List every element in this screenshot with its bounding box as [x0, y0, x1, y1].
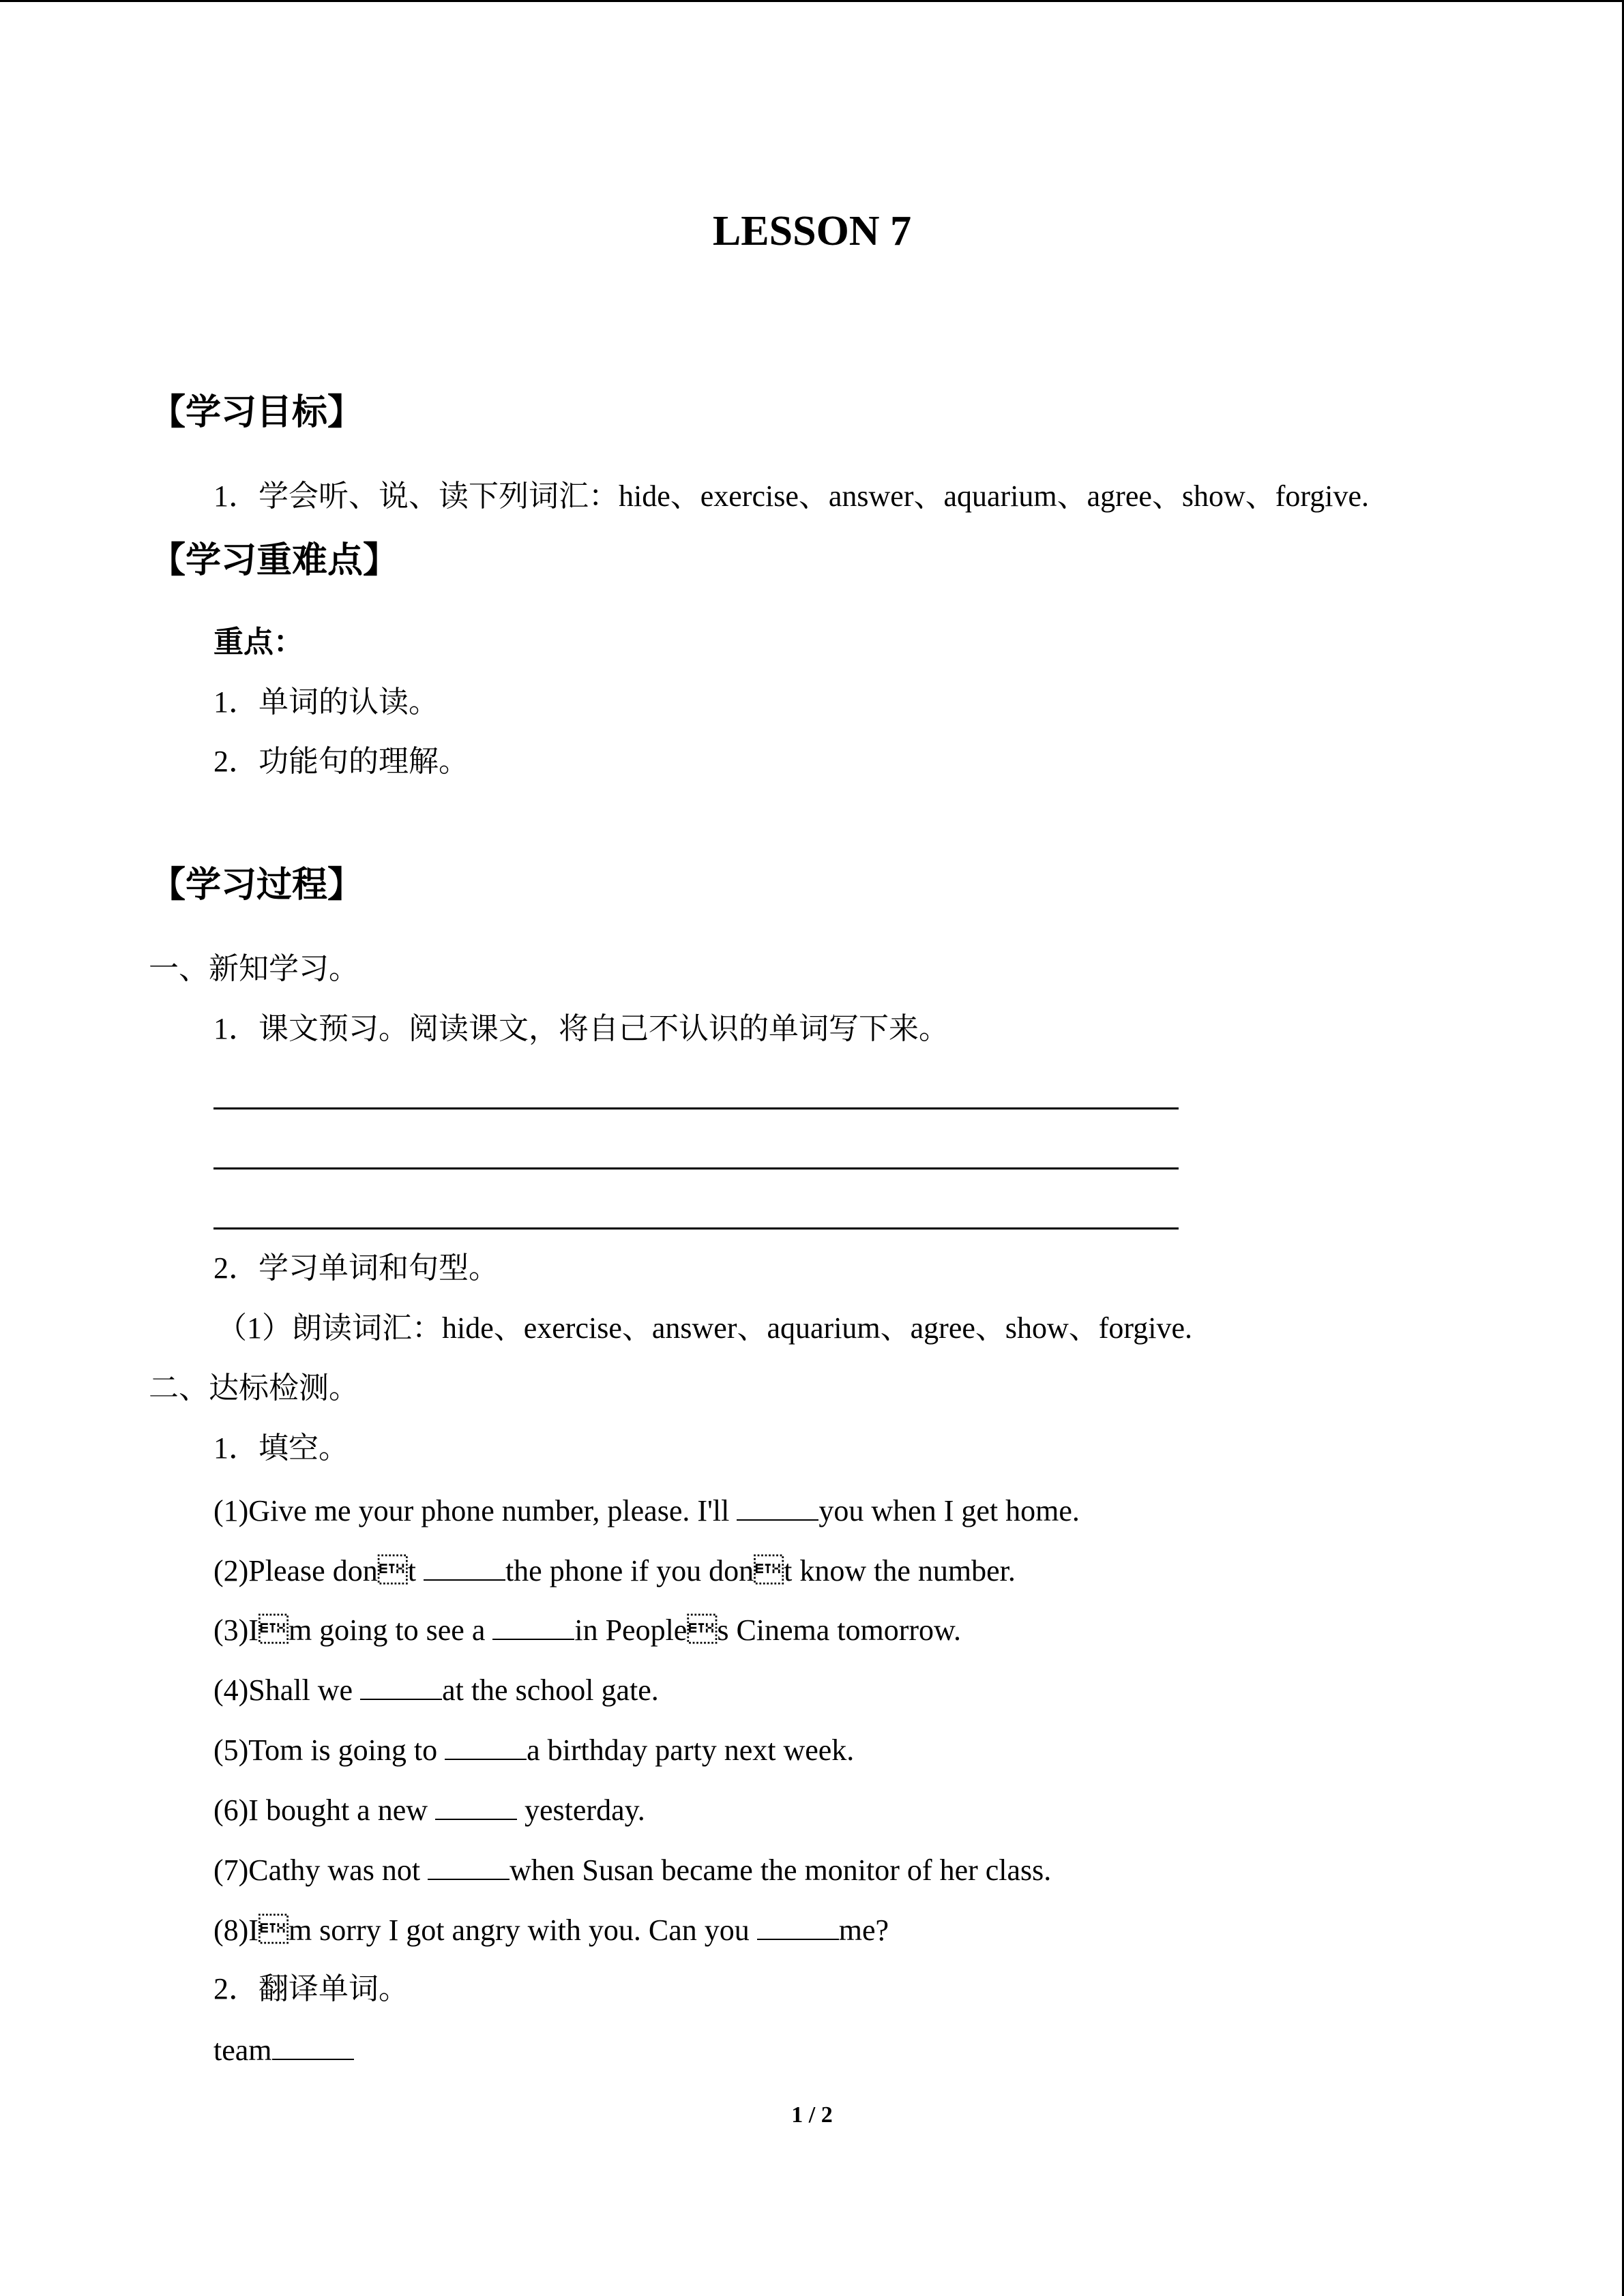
fill-blank-item [213, 1555, 1016, 1586]
fill-blank-item [213, 1854, 1051, 1885]
fill-blank-item [213, 1614, 961, 1645]
fill-blank-item [213, 1674, 659, 1705]
fill-blank-item [213, 1794, 645, 1825]
step-label: 1．课文预习。阅读课文，将自己不认识的单词写下来。 [213, 1012, 949, 1045]
part-heading: 二、达标检测。 [149, 1371, 359, 1405]
blank[interactable] [757, 1914, 839, 1940]
answer-line[interactable] [213, 1227, 1179, 1229]
sentence-end: when Susan became the monitor of her class. [510, 1853, 1052, 1887]
section-heading-objectives: 【学习目标】 [150, 393, 364, 432]
sentence-end: yesterday. [517, 1793, 645, 1827]
fill-blank-item [213, 1734, 854, 1765]
fill-blank-item [213, 1495, 1080, 1526]
sentence-start: (5)Tom is going to [213, 1733, 445, 1767]
sentence-end: a birthday party next week. [527, 1733, 855, 1767]
blank[interactable] [272, 2034, 354, 2060]
section-heading-process: 【学习过程】 [150, 866, 364, 905]
blank[interactable] [428, 1854, 510, 1880]
objectives-item: 1．学会听、说、读下列词汇：hide、exercise、answer、aquarium、agree、show、forgive. [213, 479, 1370, 513]
blank[interactable] [424, 1555, 505, 1581]
part-heading: 一、新知学习。 [149, 952, 359, 985]
answer-line[interactable] [213, 1107, 1179, 1109]
key-point-item: 2．功能句的理解。 [213, 745, 469, 778]
step-label: 2．学习单词和句型。 [213, 1251, 499, 1285]
sentence-end: in Peoples Cinema tomorrow. [574, 1613, 961, 1647]
key-points-label: 重点： [213, 625, 304, 659]
section-heading-key-points: 【学习重难点】 [150, 541, 399, 580]
sentence-start: (3)Im going to see a [213, 1613, 493, 1647]
sentence-start: (7)Cathy was not [213, 1853, 428, 1887]
key-point-item: 1．单词的认读。 [213, 685, 439, 719]
top-border [0, 0, 1624, 2]
sentence-start: (6)I bought a new [213, 1793, 436, 1827]
blank[interactable] [445, 1734, 527, 1760]
sentence-end: at the school gate. [442, 1673, 659, 1707]
blank[interactable] [737, 1495, 818, 1521]
blank[interactable] [435, 1794, 517, 1820]
sentence-start: (2)Please dont [213, 1554, 424, 1587]
fill-blank-item [213, 1914, 889, 1945]
word: team [213, 2033, 272, 2067]
exercise-label: 1．填空。 [213, 1431, 349, 1465]
sentence-end: me? [838, 1913, 889, 1947]
page-title: LESSON 7 [712, 208, 912, 254]
answer-line[interactable] [213, 1167, 1179, 1169]
exercise-label: 2．翻译单词。 [213, 1972, 409, 2006]
vocab-reading: （1）朗读词汇：hide、exercise、answer、aquarium、agree、show、forgive. [217, 1311, 1193, 1345]
sentence-end: you when I get home. [818, 1494, 1080, 1527]
sentence-start: (1)Give me your phone number, please. I'll [213, 1494, 737, 1527]
blank[interactable] [360, 1674, 442, 1700]
blank[interactable] [492, 1614, 574, 1640]
sentence-start: (8)Im sorry I got angry with you. Can you [213, 1913, 757, 1947]
page-number: 1 / 2 [791, 2102, 833, 2128]
translate-item [213, 2034, 354, 2066]
sentence-end: the phone if you dont know the number. [505, 1554, 1016, 1587]
sentence-start: (4)Shall we [213, 1673, 361, 1707]
